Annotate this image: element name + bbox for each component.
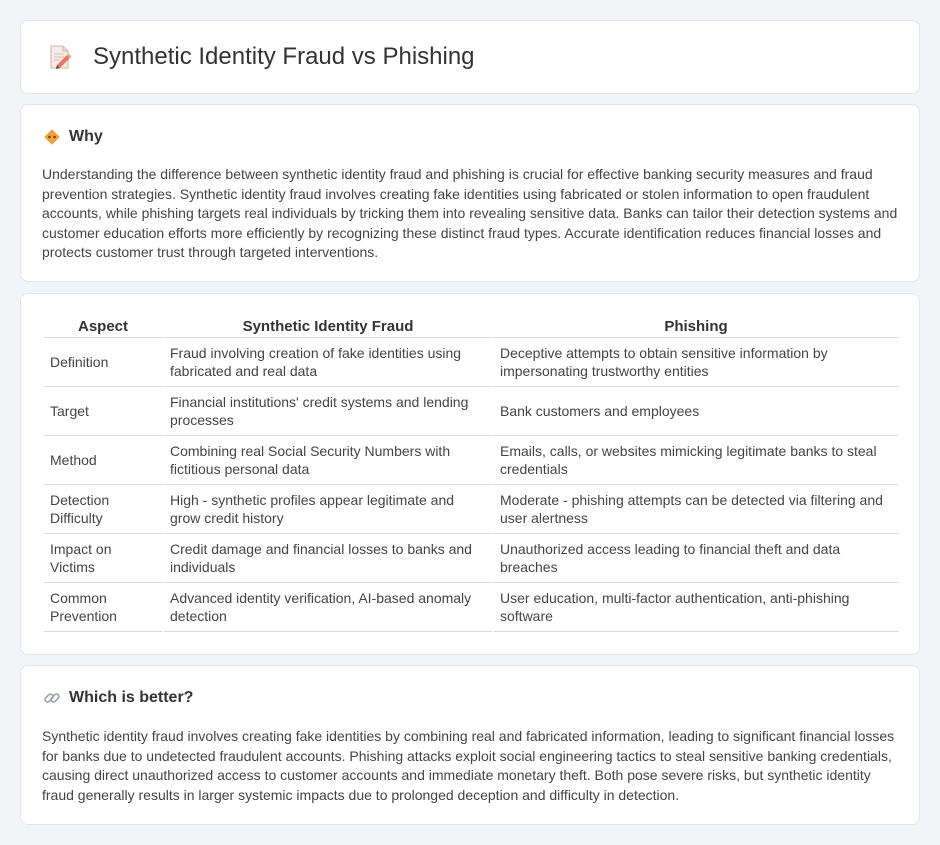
which-better-card	[20, 665, 920, 825]
link-icon	[43, 689, 61, 707]
why-card	[20, 104, 920, 282]
aspect-cell: Definition	[44, 338, 162, 387]
synthetic-cell: Fraud involving creation of fake identities using fabricated and real data	[164, 338, 492, 387]
table-header-row	[44, 316, 898, 338]
synthetic-cell: Advanced identity verification, AI-based anomaly detection	[164, 583, 492, 632]
phishing-cell: Moderate - phishing attempts can be detected via filtering and user alertness	[494, 485, 898, 534]
synthetic-cell: Combining real Social Security Numbers with fictitious personal data	[164, 436, 492, 485]
phishing-cell: Emails, calls, or websites mimicking legitimate banks to steal credentials	[494, 436, 898, 485]
diamond-warning-icon	[43, 128, 61, 146]
column-header-synthetic: Synthetic Identity Fraud	[164, 316, 492, 338]
document-pencil-icon	[47, 43, 73, 71]
aspect-cell: Impact on Victims	[44, 534, 162, 583]
table-row	[44, 338, 898, 387]
column-header-phishing: Phishing	[494, 316, 898, 338]
why-paragraph: Understanding the difference between synthetic identity fraud and phishing is crucial for effective banking security measures and fraud prevention strategies. Synthetic identity fraud involves creating fake identities using fabricated or stolen information to open fraudulent accounts, while phishing targets real individuals by tricking them into revealing sensitive data. Banks can tailor their detection systems and customer education efforts more efficiently by recognizing these distinct fraud types. Accurate identification reduces financial losses and protects customer trust through targeted interventions.	[42, 166, 898, 261]
aspect-cell: Method	[44, 436, 162, 485]
synthetic-cell: Financial institutions' credit systems and lending processes	[164, 387, 492, 436]
table-row	[44, 436, 898, 485]
phishing-cell: Bank customers and employees	[494, 387, 898, 436]
phishing-cell: Unauthorized access leading to financial theft and data breaches	[494, 534, 898, 583]
synthetic-cell: Credit damage and financial losses to banks and individuals	[164, 534, 492, 583]
table-row	[44, 485, 898, 534]
comparison-card	[20, 293, 920, 655]
better-paragraph: Synthetic identity fraud involves creating fake identities by combining real and fabricated information, leading to significant financial losses for banks due to undetected fraudulent accounts. Phishing attacks exploit social engineering tactics to steal sensitive banking credentials, causing direct unauthorized access to customer accounts and immediate monetary theft. Both pose severe risks, but synthetic identity fraud generally results in larger systemic impacts due to prolonged deception and difficulty in detection.	[42, 728, 895, 803]
synthetic-cell: High - synthetic profiles appear legitimate and grow credit history	[164, 485, 492, 534]
phishing-cell: Deceptive attempts to obtain sensitive information by impersonating trustworthy entities	[494, 338, 898, 387]
column-header-aspect: Aspect	[44, 316, 162, 338]
better-heading-row	[43, 689, 193, 707]
table-row	[44, 387, 898, 436]
page-title: Synthetic Identity Fraud vs Phishing	[93, 43, 475, 70]
why-heading: Why	[69, 128, 103, 145]
aspect-cell: Target	[44, 387, 162, 436]
why-heading-row	[43, 128, 103, 146]
title-row	[47, 43, 475, 71]
phishing-cell: User education, multi-factor authentication, anti-phishing software	[494, 583, 898, 632]
aspect-cell: Common Prevention	[44, 583, 162, 632]
table-row	[44, 583, 898, 632]
table-row	[44, 534, 898, 583]
comparison-table	[42, 316, 900, 632]
aspect-cell: Detection Difficulty	[44, 485, 162, 534]
title-card	[20, 20, 920, 94]
better-heading: Which is better?	[69, 689, 194, 706]
